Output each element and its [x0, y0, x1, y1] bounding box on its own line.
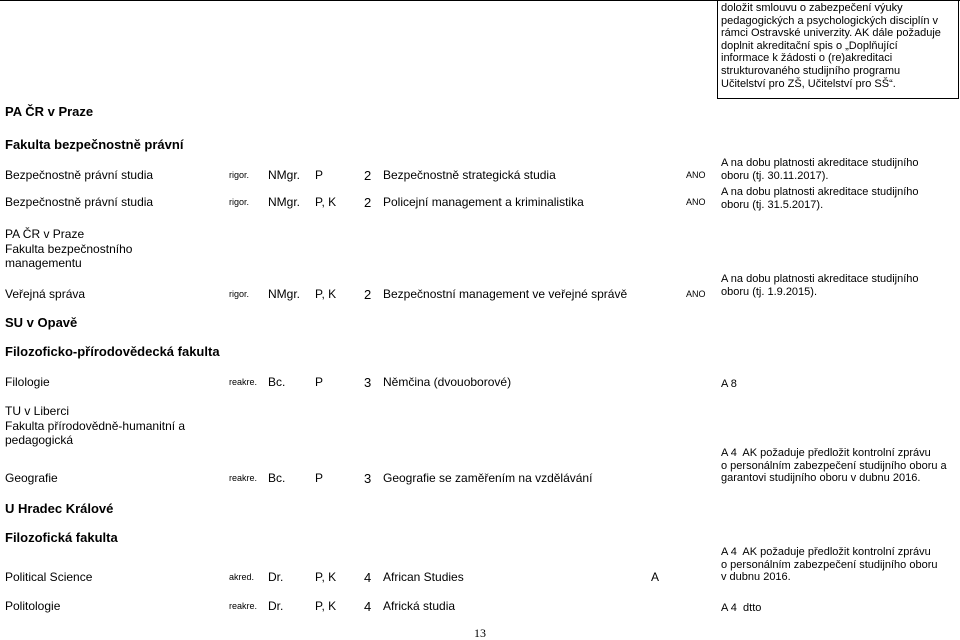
row-note: A 8: [721, 378, 737, 390]
row-program: Political Science: [5, 570, 93, 584]
row-type: rigor.: [229, 197, 250, 207]
row-degree: Bc.: [268, 375, 286, 389]
row-field: Němčina (dvouoborové): [383, 375, 512, 389]
row-form: P: [315, 375, 324, 389]
faculty-heading: Filozoficko-přírodovědecká fakulta: [5, 344, 220, 359]
row-form: P: [315, 471, 324, 485]
row-field: Bezpečnostní management ve veřejné správě: [383, 287, 628, 301]
row-program: Filologie: [5, 375, 50, 389]
row-years: 2: [364, 287, 372, 302]
row-degree: NMgr.: [268, 168, 301, 182]
row-degree: Bc.: [268, 471, 286, 485]
row-field: Africká studia: [383, 599, 456, 613]
row-field: Bezpečnostně strategická studia: [383, 168, 556, 182]
row-degree: Dr.: [268, 570, 284, 584]
row-program: Bezpečnostně právní studia: [5, 195, 154, 209]
row-years: 2: [364, 168, 372, 183]
row-degree: Dr.: [268, 599, 284, 613]
row-field: Geografie se zaměřením na vzdělávání: [383, 471, 593, 485]
row-type: reakre.: [229, 601, 258, 611]
row-years: 2: [364, 195, 372, 210]
rule-vertical: [717, 0, 718, 99]
page-number: 13: [474, 626, 486, 640]
row-result: A: [651, 570, 660, 584]
rule-vertical: [958, 0, 959, 99]
row-program: Bezpečnostně právní studia: [5, 168, 154, 182]
institution-heading: TU v Liberci: [5, 404, 70, 418]
row-note: A 4 AK požaduje předložit kontrolní zprávu o personálním zabezpečení studijního oboru a garantovi studijního oboru v dubnu 2016.: [721, 447, 947, 485]
row-field: Policejní management a kriminalistika: [383, 195, 584, 209]
institution-heading: PA ČR v Praze: [5, 104, 94, 119]
row-type: reakre.: [229, 377, 258, 387]
row-years: 4: [364, 599, 372, 614]
row-field: African Studies: [383, 570, 464, 584]
faculty-heading: Filozofická fakulta: [5, 530, 118, 545]
row-note: A na dobu platnosti akreditace studijního oboru (tj. 31.5.2017).: [721, 186, 919, 211]
row-program: Veřejná správa: [5, 287, 86, 301]
faculty-heading: Fakulta přírodovědně-humanitní a pedagogická: [5, 419, 186, 447]
row-note: A 4 AK požaduje předložit kontrolní zprávu o personálním zabezpečení studijního oboru v dubnu 2016.: [721, 546, 938, 584]
institution-heading: PA ČR v Praze: [5, 227, 85, 241]
row-form: P, K: [315, 570, 337, 584]
institution-heading: SU v Opavě: [5, 315, 78, 330]
row-result: ANO: [686, 170, 706, 180]
row-result: ANO: [686, 289, 706, 299]
row-form: P, K: [315, 599, 337, 613]
row-years: 3: [364, 471, 372, 486]
faculty-heading: Fakulta bezpečnostně právní: [5, 137, 184, 152]
row-years: 4: [364, 570, 372, 585]
row-type: akred.: [229, 572, 255, 582]
row-degree: NMgr.: [268, 195, 301, 209]
row-type: rigor.: [229, 289, 250, 299]
row-program: Politologie: [5, 599, 61, 613]
rule-top: [0, 0, 960, 1]
row-type: rigor.: [229, 170, 250, 180]
row-note: A 4 dtto: [721, 602, 762, 614]
row-form: P: [315, 168, 324, 182]
row-note: A na dobu platnosti akreditace studijního oboru (tj. 30.11.2017).: [721, 157, 919, 182]
faculty-heading: Fakulta bezpečnostního managementu: [5, 242, 133, 270]
row-years: 3: [364, 375, 372, 390]
institution-heading: U Hradec Králové: [5, 501, 114, 516]
rule-note-bottom: [717, 98, 959, 99]
row-program: Geografie: [5, 471, 58, 485]
row-note: A na dobu platnosti akreditace studijního oboru (tj. 1.9.2015).: [721, 273, 919, 298]
row-type: reakre.: [229, 473, 258, 483]
row-form: P, K: [315, 287, 337, 301]
top-note: doložit smlouvu o zabezpečení výuky pedagogických a psychologických disciplín v rámci Ostravské univerzity. AK dále požaduje doplnit akreditační spis o „Doplňující informace k žádosti o (re)akreditaci strukturovaného studijního programu Učitelství pro ZŠ, Učitelství pro SŠ“.: [721, 2, 941, 90]
row-form: P, K: [315, 195, 337, 209]
row-degree: NMgr.: [268, 287, 301, 301]
row-result: ANO: [686, 197, 706, 207]
